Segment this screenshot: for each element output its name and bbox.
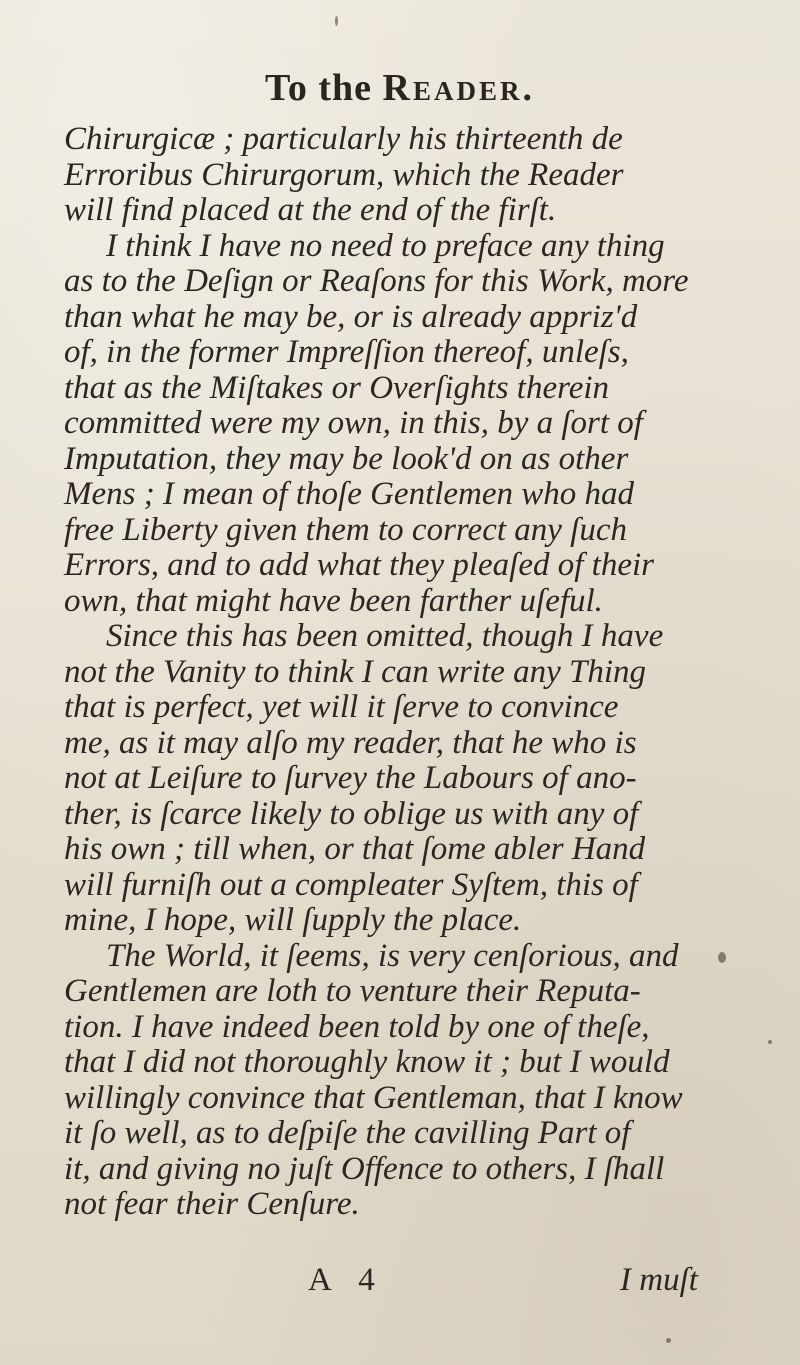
text-line: willingly convince that Gentleman, that I know — [64, 1079, 683, 1116]
text-line: committed were my own, in this, by a ſort of — [64, 405, 643, 441]
text-line: that as the Miſtakes or Overſights therein — [64, 369, 610, 406]
text-line: not the Vanity to think I can write any Thing — [64, 653, 647, 690]
paragraph-start-line: I think I have no need to preface any thing — [106, 227, 665, 264]
text-line: free Liberty given them to correct any ſuch — [64, 511, 627, 548]
text-line: own, that might have been farther uſeful. — [64, 582, 603, 619]
paper-speck — [335, 16, 338, 26]
running-head-word: Reader. — [382, 67, 535, 109]
text-line: me, as it may alſo my reader, that he who is — [64, 724, 637, 761]
text-line: that I did not thoroughly know it ; but I would — [64, 1044, 670, 1080]
running-head-prefix: To the — [265, 67, 373, 109]
paper-speck — [718, 952, 726, 963]
text-line: as to the Deſign or Reaſons for this Work, more — [64, 263, 689, 299]
text-line: Imputation, they may be look'd on as other — [64, 440, 629, 477]
text-line: than what he may be, or is already appriz'd — [64, 298, 638, 335]
paragraph-start-line: Since this has been omitted, though I have — [106, 618, 664, 654]
text-line: mine, I hope, will ſupply the place. — [64, 902, 522, 938]
text-line: it ſo well, as to deſpiſe the cavilling Part of — [64, 1115, 631, 1151]
text-line: will find placed at the end of the firſt. — [64, 192, 557, 228]
text-line: Mens ; I mean of thoſe Gentlemen who had — [64, 476, 635, 512]
text-line: of, in the former Impreſſion thereof, unleſs, — [64, 334, 629, 370]
running-head — [0, 66, 800, 110]
text-line: it, and giving no juſt Offence to others, I ſhall — [64, 1150, 665, 1187]
text-line: Chirurgicæ ; particularly his thirteenth de — [64, 121, 623, 157]
page-footer — [0, 1262, 800, 1302]
paragraph-start-line: The World, it ſeems, is very cenſorious, and — [106, 937, 679, 974]
paper-speck — [768, 1040, 772, 1044]
text-line: not fear their Cenſure. — [64, 1186, 360, 1222]
text-line: his own ; till when, or that ſome abler Hand — [64, 831, 646, 867]
text-line: not at Leiſure to ſurvey the Labours of ano- — [64, 760, 637, 796]
text-line: Erroribus Chirurgorum, which the Reader — [64, 156, 624, 193]
catchword: I muſt — [620, 1262, 698, 1298]
text-line: Gentlemen are loth to venture their Reputa- — [64, 973, 641, 1009]
text-line: ther, is ſcarce likely to oblige us with any of — [64, 795, 639, 832]
text-line: Errors, and to add what they pleaſed of their — [64, 547, 654, 583]
text-line: that is perfect, yet will it ſerve to convince — [64, 689, 619, 725]
signature-mark: A 4 — [308, 1262, 385, 1298]
body-text — [64, 122, 764, 1223]
text-line: will furniſh out a compleater Syſtem, this of — [64, 866, 638, 903]
paper-speck — [666, 1338, 671, 1343]
text-line: tion. I have indeed been told by one of theſe, — [64, 1008, 650, 1045]
